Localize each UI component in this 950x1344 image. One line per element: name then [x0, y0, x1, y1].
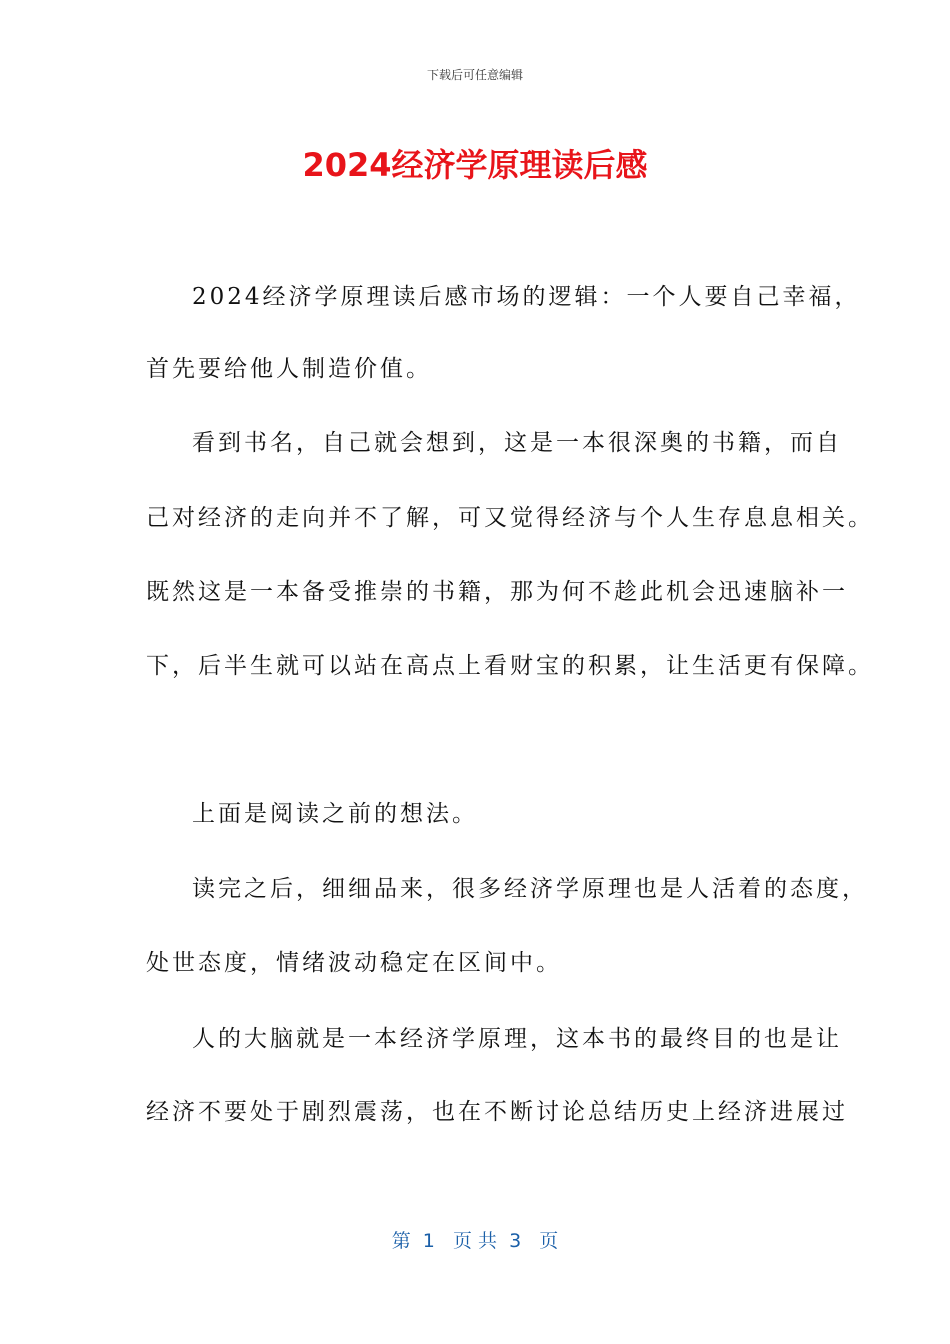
- paragraph-line: 2024经济学原理读后感市场的逻辑：一个人要自己幸福，: [192, 284, 861, 310]
- paragraph-line: 经济不要处于剧烈震荡，也在不断讨论总结历史上经济进展过: [146, 1099, 848, 1125]
- paragraph-line: 既然这是一本备受推崇的书籍，那为何不趁此机会迅速脑补一: [146, 579, 848, 605]
- page-number-footer: 第 1 页 共 3 页: [391, 1230, 559, 1252]
- document-title: 2024经济学原理读后感: [302, 146, 648, 184]
- paragraph-line: 己对经济的走向并不了解，可又觉得经济与个人生存息息相关。: [146, 505, 874, 531]
- paragraph-line: 上面是阅读之前的想法。: [192, 801, 478, 827]
- paragraph-line: 看到书名，自己就会想到，这是一本很深奥的书籍，而自: [192, 430, 842, 456]
- paragraph-line: 下，后半生就可以站在高点上看财宝的积累，让生活更有保障。: [146, 653, 874, 679]
- paragraph-line: 人的大脑就是一本经济学原理，这本书的最终目的也是让: [192, 1026, 842, 1052]
- header-note: 下载后可任意编辑: [426, 68, 523, 82]
- paragraph-line: 首先要给他人制造价值。: [146, 356, 432, 382]
- paragraph-line: 处世态度，情绪波动稳定在区间中。: [146, 950, 562, 976]
- paragraph-line: 读完之后，细细品来，很多经济学原理也是人活着的态度，: [192, 876, 868, 902]
